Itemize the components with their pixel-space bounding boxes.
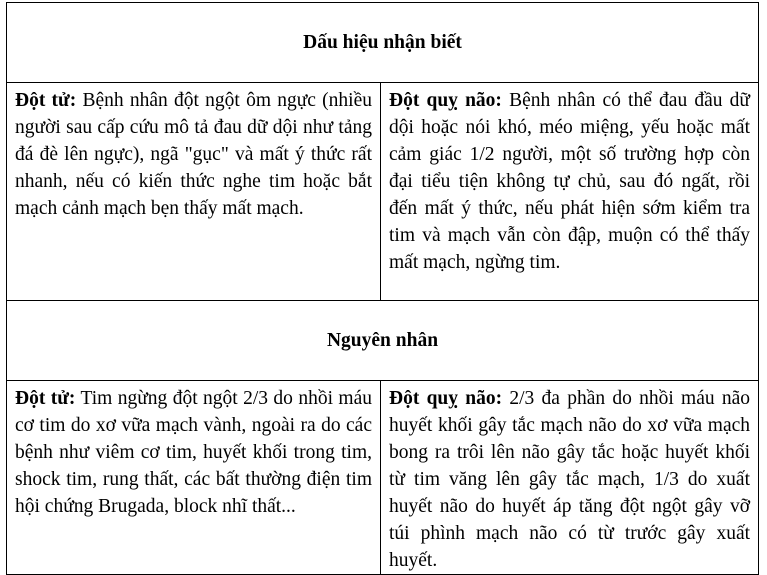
table-row <box>7 83 759 301</box>
cell-label: Đột tử: <box>15 388 76 409</box>
section-heading-signs: Dấu hiệu nhận biết <box>7 3 759 83</box>
cell-sudden-death-signs <box>7 83 381 301</box>
table-row <box>7 3 759 83</box>
comparison-table <box>6 2 759 575</box>
cell-label: Đột quỵ não: <box>389 388 503 409</box>
cell-text: Tim ngừng đột ngột 2/3 do nhồi máu cơ tim do xơ vữa mạch vành, ngoài ra do các bệnh như viêm cơ tim, huyết khối trong tim, shock tim, rung thất, các bất thường điện tim hội chứng Brugada, block nhĩ thất... <box>15 388 373 517</box>
cell-text: Bệnh nhân có thể đau đầu dữ dội hoặc nói khó, méo miệng, yếu hoặc mất cảm giác 1/2 người, một số trường hợp còn đại tiểu tiện không tự chủ, sau đó ngất, rồi đến mất ý thức, nếu phát hiện sớm kiểm tra tim và mạch vẫn còn đập, muộn có thể thấy mất mạch, ngừng tim. <box>389 90 751 273</box>
cell-sudden-death-causes <box>7 381 381 575</box>
cell-stroke-causes <box>381 381 759 575</box>
table-row <box>7 381 759 575</box>
cell-text: 2/3 đa phần do nhồi máu não huyết khối gây tắc mạch não do xơ vữa mạch bong ra trôi lên não gây tắc hoặc huyết khối từ tim văng lên gây tắc mạch, 1/3 do xuất huyết não do huyết áp tăng đột ngột gây vỡ túi phình mạch não có từ trước gây xuất huyết. <box>389 388 751 571</box>
cell-label: Đột quỵ não: <box>389 90 502 111</box>
cell-label: Đột tử: <box>15 90 77 111</box>
cell-text: Bệnh nhân đột ngột ôm ngực (nhiều người sau cấp cứu mô tả đau dữ dội như tảng đá đè lên ngực), ngã "gục" và mất ý thức rất nhanh, nếu có kiến thức nghe tim hoặc bắt mạch cảnh mạch bẹn thấy mất mạch. <box>15 90 372 219</box>
cell-stroke-signs <box>381 83 759 301</box>
section-heading-causes: Nguyên nhân <box>7 301 759 381</box>
table-row <box>7 301 759 381</box>
